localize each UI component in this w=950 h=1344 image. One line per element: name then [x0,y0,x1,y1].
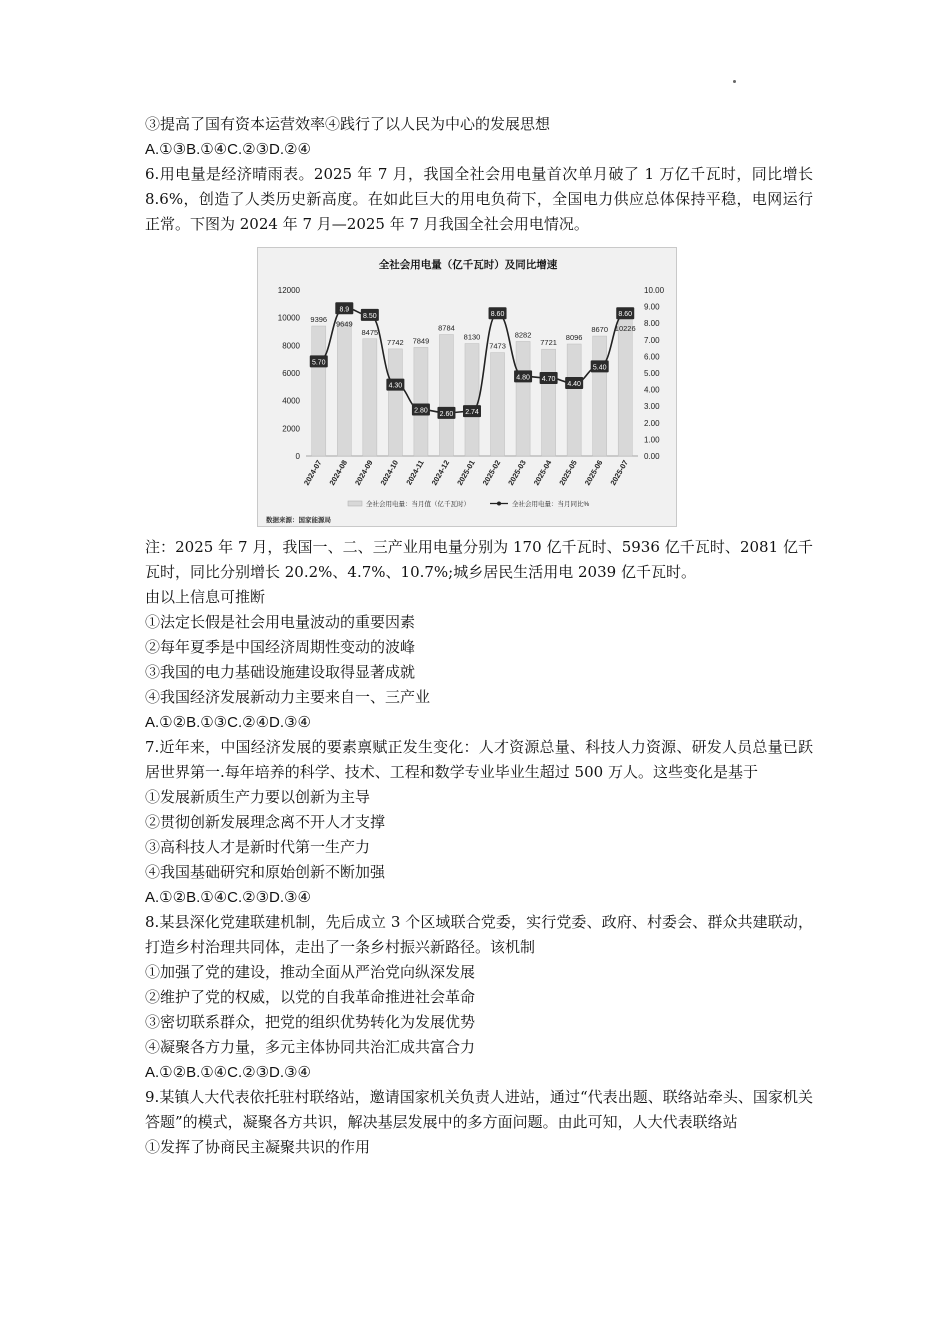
growth-value-label: 8.60 [490,311,505,319]
x-tick-label: 2025-03 [506,458,528,487]
bar [542,349,556,456]
bar [312,326,326,456]
legend-line-marker [497,502,501,506]
y-right-tick-label: 3.00 [644,402,660,412]
growth-value-label: 8.60 [618,311,633,319]
growth-value-label: 4.70 [541,375,556,383]
q7-option-3: ③高科技人才是新时代第一生产力 [145,838,371,856]
bar-value-label: 9649 [335,319,353,329]
bar-value-label: 8130 [463,332,481,342]
q8-option-4: ④凝聚各方力量，多元主体协同共治汇成共富合力 [145,1038,476,1056]
y-left-tick-label: 12000 [277,286,300,295]
bar-value-label: 8784 [438,323,455,333]
q5-option-line: ③提高了国有资本运营效率④践行了以人民为中心的发展思想 [145,115,551,133]
q9-option-1: ①发挥了协商民主凝聚共识的作用 [145,1138,371,1156]
y-right-tick-label: 6.00 [644,352,660,362]
q6-note: 注：2025 年 7 月，我国一、二、三产业用电量分别为 170 亿千瓦时、5936 亿千瓦时、2081 亿千瓦时，同比分别增长 20.2%、4.7%、10.7%;城乡居民生活用电 2039 亿千瓦时。 [145,538,813,581]
chart-title: 全社会用电量（亿千瓦时）及同比增速 [378,259,558,271]
x-tick-label: 2025-06 [582,458,605,487]
q6-option-2: ②每年夏季是中国经济周期性变动的波峰 [145,638,416,656]
q7-option-1: ①发展新质生产力要以创新为主导 [145,788,371,806]
x-tick-label: 2024-07 [301,458,324,487]
q7-option-4: ④我国基础研究和原始创新不断加强 [145,863,386,881]
growth-value-label: 5.70 [311,359,326,367]
document-page [145,112,813,1160]
bar [491,353,505,456]
y-right-tick-label: 9.00 [644,302,660,312]
growth-value-label: 2.74 [465,409,479,417]
y-left-tick-label: 8000 [282,341,300,351]
speck [733,80,736,83]
q8-option-1: ①加强了党的建设，推动全面从严治党向纵深发展 [145,963,476,981]
y-right-tick-label: 2.00 [644,418,660,428]
bar-value-label: 7473 [489,341,506,351]
q7-answer-choices: A.①②B.①④C.②③D.③④ [145,889,311,906]
q6-answer-choices: A.①②B.①③C.②④D.③④ [145,714,311,731]
y-left-tick-label: 6000 [282,369,300,378]
chart-svg [258,248,678,528]
q6-option-1: ①法定长假是社会用电量波动的重要因素 [145,613,416,631]
bar-value-label: 8670 [591,325,609,335]
growth-value-label: 8.9 [339,306,350,314]
x-tick-label: 2024-09 [353,458,375,487]
growth-value-label: 4.80 [516,374,530,382]
q8-option-2: ②维护了党的权威，以党的自我革命推进社会革命 [145,988,476,1006]
q6-infer: 由以上信息可推断 [145,588,266,606]
q6-option-3: ③我国的电力基础设施建设取得显著成就 [145,663,416,681]
q7-option-2: ②贯彻创新发展理念离不开人才支撑 [145,813,386,831]
growth-value-label: 2.80 [414,407,428,415]
bar [593,336,607,456]
q8-option-3: ③密切联系群众，把党的组织优势转化为发展优势 [145,1013,476,1031]
bar [337,323,351,456]
y-right-tick-label: 1.00 [644,435,660,445]
legend-bar-label: 全社会用电量：当月值（亿千瓦时） [366,501,470,508]
y-left-tick-label: 4000 [282,396,300,406]
bar-value-label: 7721 [540,338,557,348]
bar-value-label: 8475 [361,327,379,337]
bar [516,341,530,456]
y-right-tick-label: 5.00 [644,369,660,378]
bar [567,344,581,456]
q8-answer-choices: A.①②B.①④C.②③D.③④ [145,1064,311,1081]
chart-source: 数据来源：国家能源局 [266,517,331,524]
x-tick-label: 2025-02 [480,458,503,487]
q7-stem: 7.近年来，中国经济发展的要素禀赋正发生变化：人才资源总量、科技人力资源、研发人员总量已跃居世界第一.每年培养的科学、技术、工程和数学专业毕业生超过 500 万人。这些变化是基于 [145,738,813,781]
q8-stem: 8.某县深化党建联建机制，先后成立 3 个区域联合党委，实行党委、政府、村委会、群众共建联动，打造乡村治理共同体，走出了一条乡村振兴新路径。该机制 [145,913,813,956]
growth-value-label: 2.60 [439,410,454,418]
bar [414,347,428,456]
y-right-tick-label: 7.00 [644,335,660,345]
y-right-tick-label: 8.00 [644,319,660,329]
y-right-tick-label: 10.00 [644,286,665,295]
x-tick-label: 2024-11 [404,458,426,487]
q9-stem: 9.某镇人大代表依托驻村联络站，邀请国家机关负责人进站，通过“代表出题、联络站牵头、国家机关答题”的模式，凝聚各方共识，解决基层发展中的多方面问题。由此可知，人大代表联络站 [145,1088,813,1131]
x-tick-label: 2024-12 [429,458,452,487]
bar [465,344,479,456]
bar-value-label: 8096 [565,333,583,343]
q5-answer-choices: A.①③B.①④C.②③D.②④ [145,141,311,158]
q6-stem: 6.用电量是经济晴雨表。2025 年 7 月，我国全社会用电量首次单月破了 1 万亿千瓦时，同比增长 8.6%，创造了人类历史新高度。在如此巨大的用电负荷下，全国电力供应总体保持平稳，电网运行正常。下图为 2024 年 7 月—2025 年 7 月我国全社会用电情况。 [145,165,813,233]
q6-option-4: ④我国经济发展新动力主要来自一、三产业 [145,688,431,706]
y-left-tick-label: 2000 [282,424,300,434]
electricity-chart [257,247,677,527]
bar [363,339,377,456]
x-tick-label: 2024-08 [327,458,350,487]
y-right-tick-label: 4.00 [644,385,660,395]
x-tick-label: 2025-04 [531,458,554,487]
growth-value-label: 8.50 [363,312,377,320]
bar [439,334,453,456]
legend-bar-swatch [348,501,362,506]
x-tick-label: 2025-05 [557,458,579,487]
y-left-tick-label: 10000 [277,313,300,323]
growth-value-label: 4.30 [388,382,403,390]
x-tick-label: 2024-10 [378,458,401,487]
bar-value-label: 10226 [614,324,636,334]
bar [388,349,402,456]
growth-value-label: 5.40 [592,364,607,372]
bar-value-label: 7742 [387,337,404,347]
growth-value-label: 4.40 [567,380,581,388]
x-tick-label: 2025-01 [455,458,477,487]
bar-value-label: 8282 [514,330,532,340]
legend-line-label: 全社会用电量：当月同比% [512,501,590,508]
y-right-tick-label: 0.00 [644,452,660,461]
x-tick-label: 2025-07 [608,458,630,487]
bar [618,315,632,456]
bar-value-label: 7849 [412,336,430,346]
bar-value-label: 9396 [310,315,328,325]
y-left-tick-label: 0 [295,452,300,461]
